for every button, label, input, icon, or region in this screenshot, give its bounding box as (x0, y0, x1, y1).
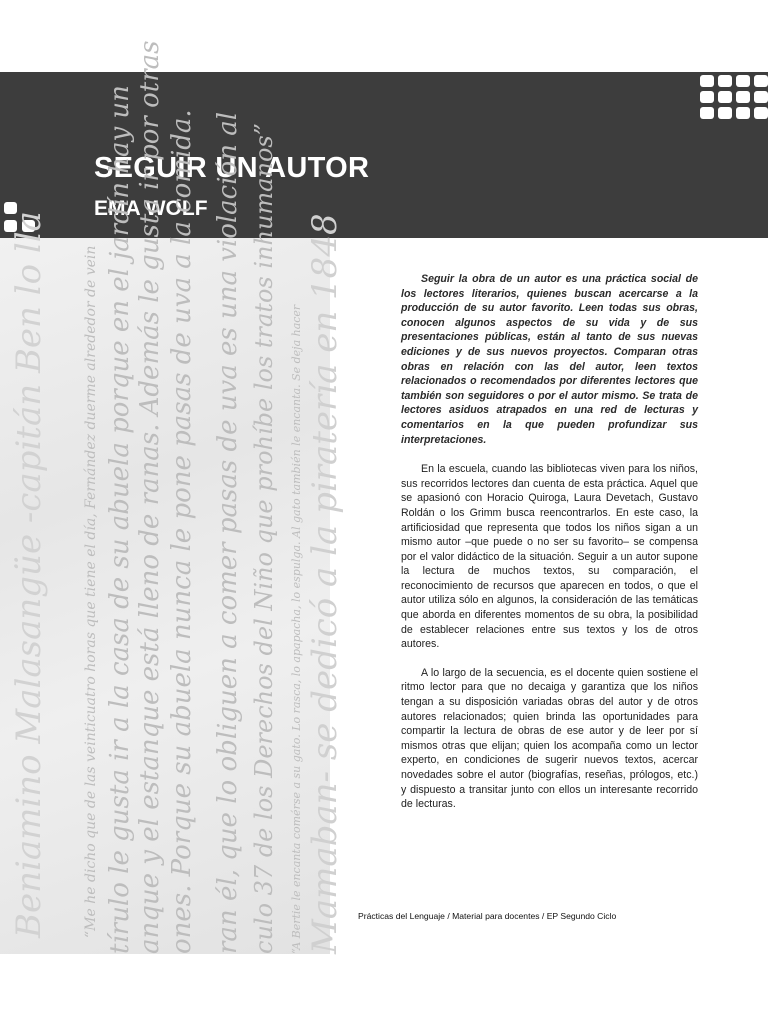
decor-line-4: anque y el estanque está lleno de ranas. Además le gusta ir por otras (135, 40, 165, 954)
author-name: EMA WOLF (94, 197, 208, 220)
decor-line-2: “Me he dicho que de las veinticuatro horas que tiene el día, Fernández duerme alrededor de vein (83, 245, 99, 938)
decor-line-9: Mamaban- se dedicó a la piratería en 1848 (305, 213, 345, 954)
decor-line-1: Beniamino Malasangüe -capitán Ben lo lla (9, 211, 49, 938)
intro-paragraph: Seguir la obra de un autor es una práctica social de los lectores literarios, quienes buscan acercarse a la producción de su autor favorito. Leen todas sus obras, conocen algunos aspectos de su vida y de sus presentaciones públicas, están al tanto de sus nuevas ediciones y de sus nuevos proyectos. Comparan otras obras en relación con las del autor, leen textos relacionados o recomendados por diferentes lectores que también son seguidores o por el autor mismo. Se trata de lectores asiduos atrapados en una red de lecturas y comentarios en la que pueden profundizar sus interpretaciones. (401, 273, 698, 446)
page-title: SEGUIR UN AUTOR (94, 152, 370, 184)
decor-line-7: culo 37 de los Derechos del Niño que prohíbe los tratos inhumanos” (250, 123, 278, 954)
grid-logo-icon (700, 75, 768, 119)
article-body (401, 272, 698, 826)
decor-line-5: ones. Porque su abuela nunca le pone pasas de uva a la comida. (167, 109, 197, 954)
decor-line-6: ran él, que lo obliguen a comer pasas de uva es una violación al (213, 111, 243, 954)
decor-line-8: “A Bertie le encanta comérse a su gato. Lo rasca, lo apapacha, lo espulga. Al gato también le encanta. Se deja hacer (290, 304, 303, 954)
body-paragraph-2: A lo largo de la secuencia, es el docente quien sostiene el ritmo lector para que no decaiga y garantiza que los niños tengan a su disposición variadas obras del autor y de otros autores relacionados; quien brinda las oportunidades para compartir la lectura de obras de ese autor y de leer por sí mismos otras que elijan; quien los acompaña como un lector experto, en condiciones de sugerir nuevos textos, acercar novedades sobre el autor (biografías, reseñas, prólogos, etc.) y dispuesto a transitar junto con ellos un interesante recorrido de lecturas. (401, 666, 698, 811)
page-footer: Prácticas del Lenguaje / Material para docentes / EP Segundo Ciclo (358, 911, 617, 921)
decor-line-3: tírulo le gusta ir a la casa de su abuela porque en el jardín hay un (105, 85, 135, 954)
body-paragraph-1: En la escuela, cuando las bibliotecas viven para los niños, sus recorridos lectores dan cuenta de esta práctica. Aquel que se apasionó con Horacio Quiroga, Laura Devetach, Gustavo Roldán o los Grimm busca reencontrarlos. En este caso, la artificiosidad que representa que todos los niños sigan a un mismo autor –que puede o no ser su favorito– se compensa por el valor didáctico de la situación. Seguir a un autor supone la lectura de muchos textos, su comparación, el reconocimiento de recursos que aparecen en todos, o que el autor utiliza sólo en algunos, la consideración de las temáticas que aborda en diferentes momentos de su obra, la posibilidad de establecer relaciones entre sus textos y los de otros autores. (401, 463, 698, 651)
